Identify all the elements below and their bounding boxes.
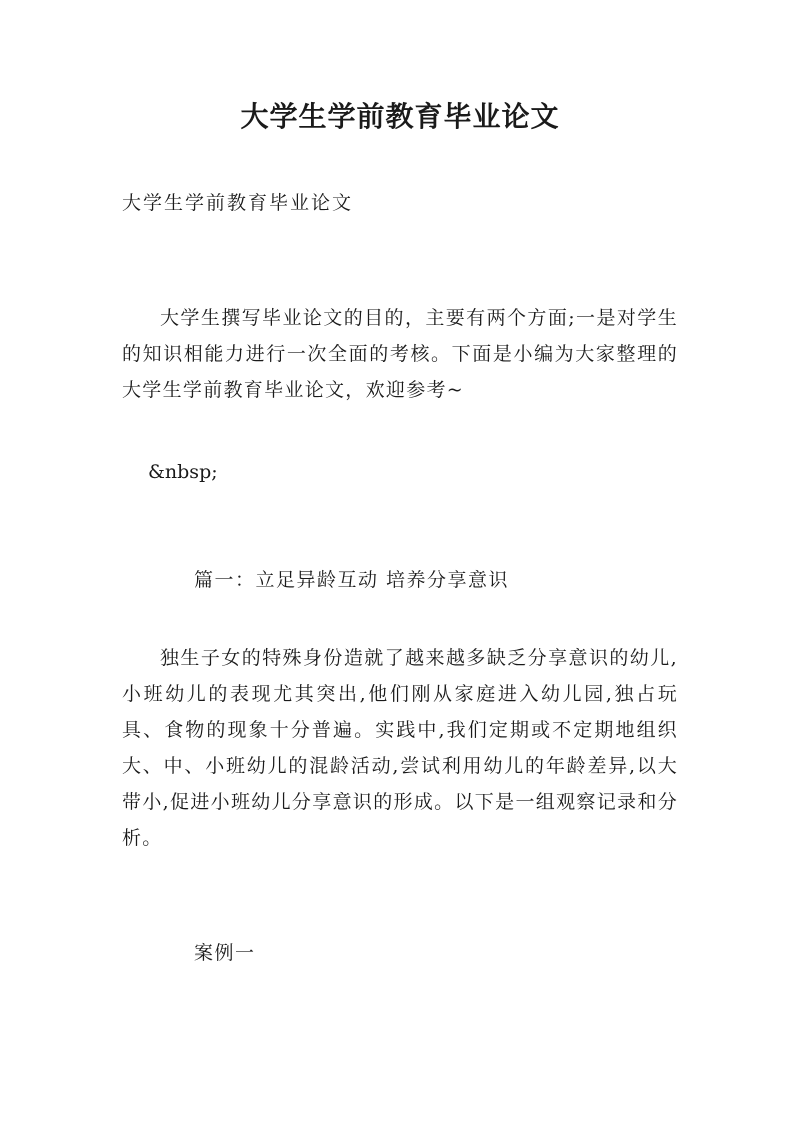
document-subtitle: 大学生学前教育毕业论文: [122, 192, 354, 214]
section-heading: 篇一：立足异龄互动 培养分享意识: [194, 569, 510, 591]
nbsp-text-line: &nbsp;: [148, 461, 218, 483]
intro-paragraph: 大学生撰写毕业论文的目的，主要有两个方面;一是对学生的知识相能力进行一次全面的考核。下面是小编为大家整理的大学生学前教育毕业论文，欢迎参考~: [122, 307, 678, 401]
case-heading: 案例一: [194, 942, 256, 964]
document-title: 大学生学前教育毕业论文: [240, 100, 560, 133]
body-paragraph: 独生子女的特殊身份造就了越来越多缺乏分享意识的幼儿,小班幼儿的表现尤其突出,他们刚从家庭进入幼儿园,独占玩具、食物的现象十分普遍。实践中,我们定期或不定期地组织大、中、小班幼儿的混龄活动,尝试利用幼儿的年龄差异,以大带小,促进小班幼儿分享意识的形成。以下是一组观察记录和分析。: [122, 647, 678, 849]
